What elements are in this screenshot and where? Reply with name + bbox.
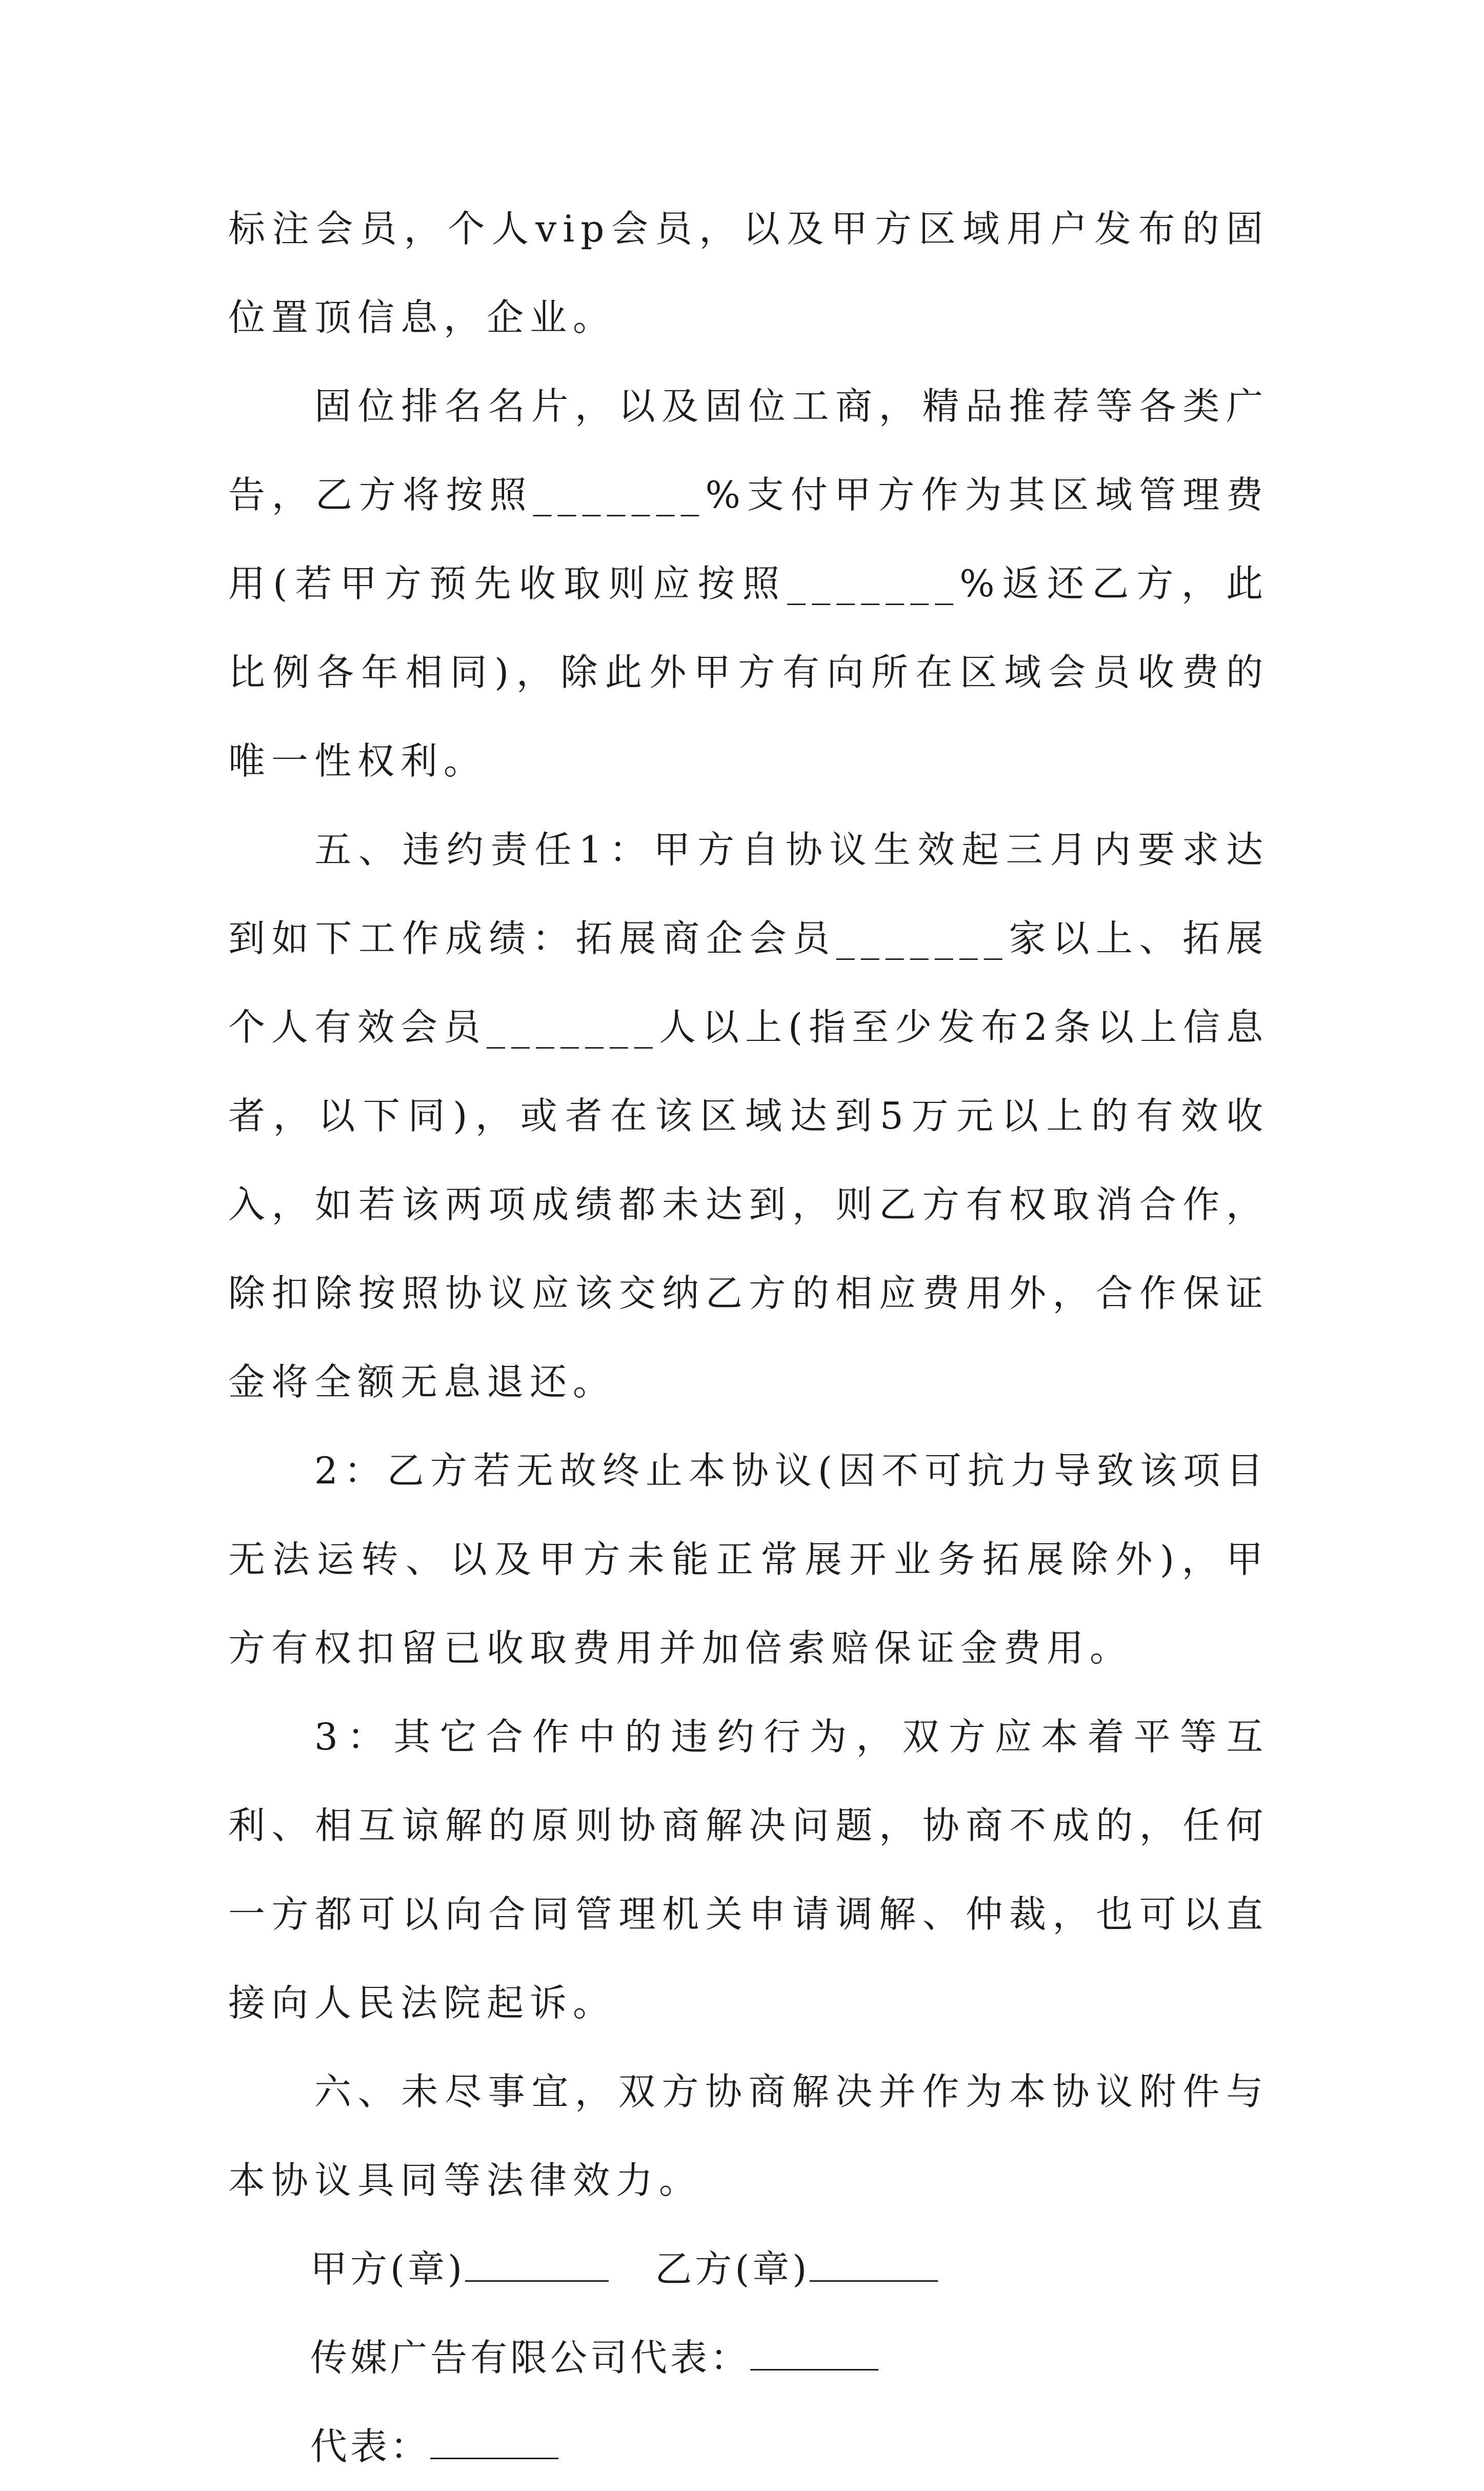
signature-line-parties <box>228 2225 1269 2314</box>
paragraph-1: 标注会员，个人vip会员，以及甲方区域用户发布的固位置顶信息，企业。 <box>228 207 1269 339</box>
party-a-blank <box>465 2252 609 2282</box>
rep-blank <box>430 2429 558 2459</box>
signature-line-company-rep <box>228 2314 1269 2402</box>
company-rep-label: 传媒广告有限公司代表： <box>310 2336 751 2379</box>
party-b-label: 乙方(章) <box>655 2247 810 2291</box>
paragraph-3: 五、违约责任1：甲方自协议生效起三月内要求达到如下工作成绩：拓展商企会员_______家以上、拓展个人有效会员_______人以上(指至少发布2条以上信息者，以下同)，或者在该区域达到5万元以上的有效收入，如若该两项成绩都未达到，则乙方有权取消合作，除扣除按照协议应该交纳乙方的相应费用外，合作保证金将全额无息退还。 <box>228 828 1269 1403</box>
paragraph-4: 2：乙方若无故终止本协议(因不可抗力导致该项目无法运转、以及甲方未能正常展开业务拓展除外)，甲方有权扣留已收取费用并加倍索赔保证金费用。 <box>228 1449 1269 1670</box>
paragraph-6: 六、未尽事宜，双方协商解决并作为本协议附件与本协议具同等法律效力。 <box>228 2070 1269 2202</box>
company-rep-blank <box>750 2340 878 2371</box>
rep-label: 代表： <box>310 2425 431 2468</box>
paragraph-2: 固位排名名片，以及固位工商，精品推荐等各类广告，乙方将按照_______%支付甲方作为其区域管理费用(若甲方预先收取则应按照_______%返还乙方，此比例各年相同)，除此外甲方有向所在区域会员收费的唯一性权利。 <box>228 385 1269 782</box>
signature-line-rep <box>228 2402 1269 2491</box>
document-body <box>228 185 1269 2491</box>
paragraph-5: 3：其它合作中的违约行为，双方应本着平等互利、相互谅解的原则协商解决问题，协商不成的，任何一方都可以向合同管理机关申请调解、仲裁，也可以直接向人民法院起诉。 <box>228 1715 1269 2024</box>
party-a-label: 甲方(章) <box>310 2247 466 2291</box>
party-b-blank <box>810 2252 938 2282</box>
